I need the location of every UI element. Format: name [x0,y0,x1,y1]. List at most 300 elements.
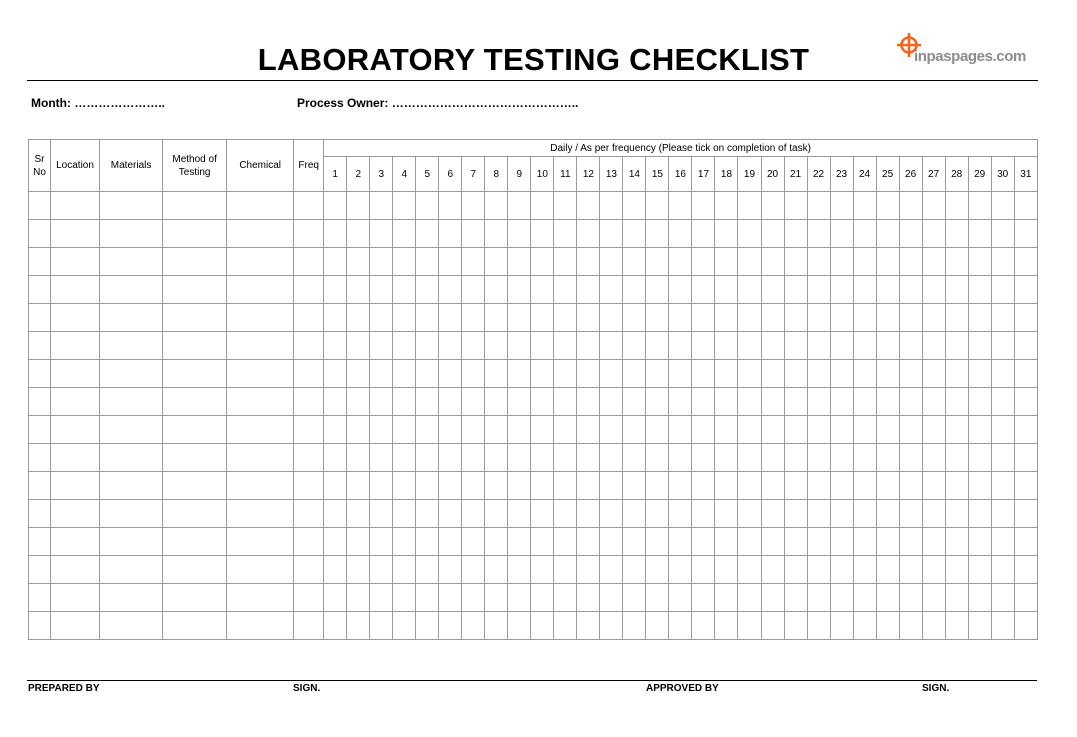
tick-cell[interactable] [531,528,554,556]
tick-cell[interactable] [485,528,508,556]
tick-cell[interactable] [853,556,876,584]
tick-cell[interactable] [439,612,462,640]
tick-cell[interactable] [485,360,508,388]
tick-cell[interactable] [577,388,600,416]
tick-cell[interactable] [393,612,416,640]
entry-cell[interactable] [294,276,324,304]
tick-cell[interactable] [853,248,876,276]
tick-cell[interactable] [370,248,393,276]
tick-cell[interactable] [646,556,669,584]
tick-cell[interactable] [347,528,370,556]
tick-cell[interactable] [1014,500,1037,528]
tick-cell[interactable] [1014,276,1037,304]
tick-cell[interactable] [991,276,1014,304]
tick-cell[interactable] [347,584,370,612]
entry-cell[interactable] [294,304,324,332]
tick-cell[interactable] [784,360,807,388]
tick-cell[interactable] [416,332,439,360]
tick-cell[interactable] [370,332,393,360]
tick-cell[interactable] [899,192,922,220]
tick-cell[interactable] [416,500,439,528]
tick-cell[interactable] [692,220,715,248]
tick-cell[interactable] [692,584,715,612]
tick-cell[interactable] [577,192,600,220]
tick-cell[interactable] [646,332,669,360]
tick-cell[interactable] [508,276,531,304]
entry-cell[interactable] [51,220,100,248]
tick-cell[interactable] [715,248,738,276]
tick-cell[interactable] [577,472,600,500]
tick-cell[interactable] [439,220,462,248]
tick-cell[interactable] [1014,360,1037,388]
tick-cell[interactable] [1014,304,1037,332]
tick-cell[interactable] [600,304,623,332]
tick-cell[interactable] [347,220,370,248]
tick-cell[interactable] [370,276,393,304]
tick-cell[interactable] [324,500,347,528]
entry-cell[interactable] [51,192,100,220]
tick-cell[interactable] [968,444,991,472]
tick-cell[interactable] [485,276,508,304]
tick-cell[interactable] [508,304,531,332]
tick-cell[interactable] [715,612,738,640]
entry-cell[interactable] [294,332,324,360]
tick-cell[interactable] [761,500,784,528]
tick-cell[interactable] [922,500,945,528]
tick-cell[interactable] [393,192,416,220]
tick-cell[interactable] [485,332,508,360]
tick-cell[interactable] [370,584,393,612]
entry-cell[interactable] [294,220,324,248]
tick-cell[interactable] [715,584,738,612]
tick-cell[interactable] [347,192,370,220]
tick-cell[interactable] [738,556,761,584]
tick-cell[interactable] [876,192,899,220]
entry-cell[interactable] [29,192,51,220]
tick-cell[interactable] [439,276,462,304]
tick-cell[interactable] [738,304,761,332]
entry-cell[interactable] [294,444,324,472]
tick-cell[interactable] [485,416,508,444]
entry-cell[interactable] [163,360,227,388]
tick-cell[interactable] [669,500,692,528]
tick-cell[interactable] [853,444,876,472]
tick-cell[interactable] [968,416,991,444]
tick-cell[interactable] [761,556,784,584]
tick-cell[interactable] [715,444,738,472]
tick-cell[interactable] [945,248,968,276]
tick-cell[interactable] [1014,612,1037,640]
tick-cell[interactable] [347,248,370,276]
entry-cell[interactable] [294,528,324,556]
tick-cell[interactable] [370,416,393,444]
tick-cell[interactable] [485,556,508,584]
tick-cell[interactable] [600,528,623,556]
entry-cell[interactable] [163,584,227,612]
tick-cell[interactable] [669,360,692,388]
tick-cell[interactable] [600,192,623,220]
tick-cell[interactable] [1014,472,1037,500]
entry-cell[interactable] [163,388,227,416]
tick-cell[interactable] [577,416,600,444]
tick-cell[interactable] [784,220,807,248]
tick-cell[interactable] [692,528,715,556]
tick-cell[interactable] [393,444,416,472]
tick-cell[interactable] [784,472,807,500]
tick-cell[interactable] [554,388,577,416]
tick-cell[interactable] [968,360,991,388]
tick-cell[interactable] [991,248,1014,276]
entry-cell[interactable] [100,500,163,528]
entry-cell[interactable] [29,332,51,360]
tick-cell[interactable] [784,500,807,528]
tick-cell[interactable] [531,472,554,500]
tick-cell[interactable] [416,276,439,304]
tick-cell[interactable] [393,472,416,500]
tick-cell[interactable] [715,332,738,360]
tick-cell[interactable] [393,332,416,360]
tick-cell[interactable] [991,500,1014,528]
entry-cell[interactable] [100,416,163,444]
tick-cell[interactable] [531,360,554,388]
tick-cell[interactable] [623,528,646,556]
tick-cell[interactable] [554,612,577,640]
tick-cell[interactable] [830,360,853,388]
tick-cell[interactable] [531,304,554,332]
tick-cell[interactable] [692,360,715,388]
tick-cell[interactable] [646,388,669,416]
tick-cell[interactable] [646,360,669,388]
tick-cell[interactable] [623,304,646,332]
tick-cell[interactable] [876,388,899,416]
tick-cell[interactable] [922,332,945,360]
tick-cell[interactable] [485,612,508,640]
tick-cell[interactable] [991,332,1014,360]
entry-cell[interactable] [29,304,51,332]
entry-cell[interactable] [163,304,227,332]
entry-cell[interactable] [227,220,294,248]
tick-cell[interactable] [439,248,462,276]
tick-cell[interactable] [508,584,531,612]
tick-cell[interactable] [462,192,485,220]
tick-cell[interactable] [991,304,1014,332]
tick-cell[interactable] [899,220,922,248]
tick-cell[interactable] [416,248,439,276]
tick-cell[interactable] [669,388,692,416]
tick-cell[interactable] [508,332,531,360]
entry-cell[interactable] [29,472,51,500]
entry-cell[interactable] [51,444,100,472]
tick-cell[interactable] [600,388,623,416]
tick-cell[interactable] [738,276,761,304]
tick-cell[interactable] [577,304,600,332]
tick-cell[interactable] [577,556,600,584]
entry-cell[interactable] [163,472,227,500]
tick-cell[interactable] [646,248,669,276]
tick-cell[interactable] [899,584,922,612]
tick-cell[interactable] [600,584,623,612]
tick-cell[interactable] [646,192,669,220]
tick-cell[interactable] [462,500,485,528]
tick-cell[interactable] [761,360,784,388]
tick-cell[interactable] [784,444,807,472]
tick-cell[interactable] [646,612,669,640]
tick-cell[interactable] [508,528,531,556]
tick-cell[interactable] [554,472,577,500]
entry-cell[interactable] [294,584,324,612]
tick-cell[interactable] [462,612,485,640]
tick-cell[interactable] [600,332,623,360]
tick-cell[interactable] [738,528,761,556]
tick-cell[interactable] [853,584,876,612]
tick-cell[interactable] [623,360,646,388]
tick-cell[interactable] [807,276,830,304]
tick-cell[interactable] [807,584,830,612]
tick-cell[interactable] [991,388,1014,416]
entry-cell[interactable] [100,360,163,388]
tick-cell[interactable] [968,472,991,500]
entry-cell[interactable] [29,220,51,248]
tick-cell[interactable] [393,416,416,444]
tick-cell[interactable] [347,444,370,472]
tick-cell[interactable] [462,248,485,276]
tick-cell[interactable] [577,248,600,276]
tick-cell[interactable] [416,528,439,556]
tick-cell[interactable] [784,248,807,276]
tick-cell[interactable] [968,500,991,528]
tick-cell[interactable] [761,472,784,500]
entry-cell[interactable] [294,472,324,500]
tick-cell[interactable] [669,612,692,640]
entry-cell[interactable] [227,360,294,388]
tick-cell[interactable] [554,276,577,304]
tick-cell[interactable] [899,304,922,332]
tick-cell[interactable] [370,528,393,556]
tick-cell[interactable] [784,416,807,444]
tick-cell[interactable] [416,612,439,640]
tick-cell[interactable] [738,444,761,472]
tick-cell[interactable] [623,584,646,612]
tick-cell[interactable] [991,192,1014,220]
entry-cell[interactable] [51,332,100,360]
tick-cell[interactable] [462,360,485,388]
entry-cell[interactable] [100,276,163,304]
tick-cell[interactable] [623,332,646,360]
tick-cell[interactable] [508,220,531,248]
tick-cell[interactable] [324,416,347,444]
tick-cell[interactable] [853,332,876,360]
tick-cell[interactable] [853,276,876,304]
tick-cell[interactable] [830,612,853,640]
tick-cell[interactable] [600,416,623,444]
tick-cell[interactable] [554,556,577,584]
tick-cell[interactable] [485,248,508,276]
tick-cell[interactable] [439,528,462,556]
tick-cell[interactable] [899,444,922,472]
tick-cell[interactable] [577,584,600,612]
tick-cell[interactable] [991,472,1014,500]
tick-cell[interactable] [991,360,1014,388]
tick-cell[interactable] [508,500,531,528]
tick-cell[interactable] [577,500,600,528]
tick-cell[interactable] [761,416,784,444]
tick-cell[interactable] [531,220,554,248]
tick-cell[interactable] [600,444,623,472]
tick-cell[interactable] [554,192,577,220]
tick-cell[interactable] [715,472,738,500]
tick-cell[interactable] [439,584,462,612]
tick-cell[interactable] [784,192,807,220]
tick-cell[interactable] [577,220,600,248]
tick-cell[interactable] [531,584,554,612]
tick-cell[interactable] [485,304,508,332]
tick-cell[interactable] [968,556,991,584]
tick-cell[interactable] [922,416,945,444]
tick-cell[interactable] [853,528,876,556]
tick-cell[interactable] [853,416,876,444]
tick-cell[interactable] [784,276,807,304]
tick-cell[interactable] [761,612,784,640]
tick-cell[interactable] [945,360,968,388]
tick-cell[interactable] [876,220,899,248]
tick-cell[interactable] [692,444,715,472]
entry-cell[interactable] [294,192,324,220]
tick-cell[interactable] [623,276,646,304]
tick-cell[interactable] [761,220,784,248]
tick-cell[interactable] [738,584,761,612]
tick-cell[interactable] [439,556,462,584]
entry-cell[interactable] [51,556,100,584]
tick-cell[interactable] [669,528,692,556]
tick-cell[interactable] [807,612,830,640]
tick-cell[interactable] [347,612,370,640]
tick-cell[interactable] [899,388,922,416]
tick-cell[interactable] [853,500,876,528]
entry-cell[interactable] [294,500,324,528]
tick-cell[interactable] [439,472,462,500]
entry-cell[interactable] [163,500,227,528]
tick-cell[interactable] [531,500,554,528]
tick-cell[interactable] [968,304,991,332]
tick-cell[interactable] [761,528,784,556]
tick-cell[interactable] [968,584,991,612]
tick-cell[interactable] [531,276,554,304]
tick-cell[interactable] [761,248,784,276]
tick-cell[interactable] [945,472,968,500]
tick-cell[interactable] [393,500,416,528]
tick-cell[interactable] [853,360,876,388]
tick-cell[interactable] [876,332,899,360]
tick-cell[interactable] [715,528,738,556]
tick-cell[interactable] [370,500,393,528]
entry-cell[interactable] [163,528,227,556]
tick-cell[interactable] [324,248,347,276]
entry-cell[interactable] [29,612,51,640]
tick-cell[interactable] [738,192,761,220]
tick-cell[interactable] [991,444,1014,472]
tick-cell[interactable] [853,472,876,500]
tick-cell[interactable] [761,332,784,360]
tick-cell[interactable] [416,416,439,444]
tick-cell[interactable] [439,332,462,360]
tick-cell[interactable] [945,584,968,612]
entry-cell[interactable] [29,444,51,472]
tick-cell[interactable] [922,612,945,640]
entry-cell[interactable] [163,556,227,584]
tick-cell[interactable] [669,248,692,276]
entry-cell[interactable] [29,388,51,416]
tick-cell[interactable] [462,276,485,304]
tick-cell[interactable] [899,248,922,276]
entry-cell[interactable] [163,332,227,360]
entry-cell[interactable] [100,528,163,556]
tick-cell[interactable] [577,360,600,388]
entry-cell[interactable] [227,416,294,444]
tick-cell[interactable] [692,304,715,332]
tick-cell[interactable] [899,528,922,556]
entry-cell[interactable] [51,528,100,556]
tick-cell[interactable] [784,556,807,584]
tick-cell[interactable] [508,612,531,640]
tick-cell[interactable] [922,444,945,472]
tick-cell[interactable] [623,612,646,640]
entry-cell[interactable] [100,556,163,584]
tick-cell[interactable] [485,192,508,220]
tick-cell[interactable] [738,220,761,248]
tick-cell[interactable] [393,528,416,556]
tick-cell[interactable] [600,276,623,304]
tick-cell[interactable] [945,388,968,416]
tick-cell[interactable] [830,472,853,500]
tick-cell[interactable] [600,500,623,528]
tick-cell[interactable] [830,556,853,584]
tick-cell[interactable] [669,472,692,500]
tick-cell[interactable] [439,304,462,332]
entry-cell[interactable] [227,276,294,304]
tick-cell[interactable] [922,584,945,612]
tick-cell[interactable] [462,444,485,472]
tick-cell[interactable] [462,472,485,500]
tick-cell[interactable] [922,472,945,500]
tick-cell[interactable] [531,556,554,584]
tick-cell[interactable] [853,388,876,416]
tick-cell[interactable] [577,444,600,472]
tick-cell[interactable] [416,584,439,612]
tick-cell[interactable] [508,388,531,416]
entry-cell[interactable] [100,444,163,472]
entry-cell[interactable] [51,472,100,500]
tick-cell[interactable] [347,416,370,444]
tick-cell[interactable] [807,444,830,472]
tick-cell[interactable] [623,444,646,472]
tick-cell[interactable] [1014,416,1037,444]
tick-cell[interactable] [508,248,531,276]
tick-cell[interactable] [623,472,646,500]
tick-cell[interactable] [899,416,922,444]
tick-cell[interactable] [669,444,692,472]
tick-cell[interactable] [991,416,1014,444]
tick-cell[interactable] [370,444,393,472]
tick-cell[interactable] [462,584,485,612]
tick-cell[interactable] [1014,192,1037,220]
tick-cell[interactable] [692,276,715,304]
tick-cell[interactable] [324,276,347,304]
entry-cell[interactable] [100,388,163,416]
tick-cell[interactable] [646,444,669,472]
entry-cell[interactable] [51,360,100,388]
tick-cell[interactable] [1014,220,1037,248]
tick-cell[interactable] [945,556,968,584]
